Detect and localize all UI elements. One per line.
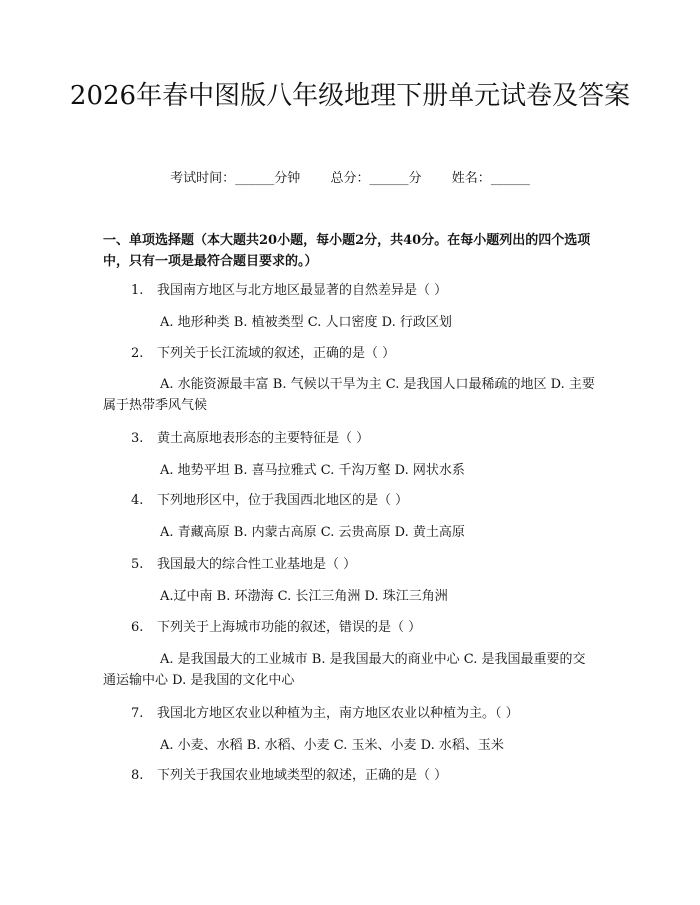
question-number: 5. bbox=[131, 557, 144, 572]
name-blank: ______ bbox=[490, 171, 530, 186]
question-2 bbox=[131, 345, 597, 363]
question-5-options: A.辽中南 B. 环渤海 C. 长江三角洲 D. 珠江三角洲 bbox=[160, 589, 448, 604]
question-number: 4. bbox=[131, 493, 144, 508]
question-3-options: A. 地势平坦 B. 喜马拉雅式 C. 千沟万壑 D. 网状水系 bbox=[160, 463, 465, 478]
time-blank: ______ bbox=[235, 171, 275, 186]
question-text: 下列关于长江流域的叙述，正确的是（ ） bbox=[157, 346, 396, 361]
question-1 bbox=[131, 282, 597, 300]
question-6-options: A. 是我国最大的工业城市 B. 是我国最大的商业中心 C. 是我国最重要的交通运输中心 D. 是我国的文化中心 bbox=[103, 652, 586, 688]
question-5 bbox=[131, 556, 597, 574]
time-label: 考试时间： bbox=[170, 171, 236, 186]
section-heading: 一、单项选择题（本大题共20小题，每小题2分，共40分。在每小题列出的四个选项中，只有一项是最符合题目要求的。） bbox=[103, 233, 591, 269]
question-6 bbox=[131, 619, 597, 637]
question-8 bbox=[131, 767, 597, 785]
question-4 bbox=[131, 492, 597, 510]
question-7 bbox=[131, 705, 597, 723]
question-1-options: A. 地形种类 B. 植被类型 C. 人口密度 D. 行政区划 bbox=[160, 315, 452, 330]
question-text: 我国南方地区与北方地区最显著的自然差异是（ ） bbox=[157, 283, 448, 298]
question-4-options: A. 青藏高原 B. 内蒙古高原 C. 云贵高原 D. 黄土高原 bbox=[160, 525, 465, 540]
question-2-options: A. 水能资源最丰富 B. 气候以干旱为主 C. 是我国人口最稀疏的地区 D. 主要属于热带季风气候 bbox=[103, 377, 595, 413]
question-text: 下列关于上海城市功能的叙述，错误的是（ ） bbox=[157, 620, 422, 635]
time-unit: 分钟 bbox=[274, 171, 301, 186]
score-label: 总分： bbox=[330, 171, 370, 186]
score-blank: ______ bbox=[369, 171, 409, 186]
question-text: 下列地形区中，位于我国西北地区的是（ ） bbox=[157, 493, 409, 508]
question-number: 6. bbox=[131, 620, 144, 635]
question-number: 2. bbox=[131, 346, 144, 361]
score-unit: 分 bbox=[408, 171, 422, 186]
question-number: 3. bbox=[131, 431, 144, 446]
question-text: 我国北方地区农业以种植为主，南方地区农业以种植为主。（ ） bbox=[157, 706, 519, 721]
exam-info-line bbox=[0, 170, 700, 188]
question-number: 1. bbox=[131, 283, 144, 298]
question-text: 黄土高原地表形态的主要特征是（ ） bbox=[157, 431, 370, 446]
question-7-options: A. 小麦、水稻 B. 水稻、小麦 C. 玉米、小麦 D. 水稻、玉米 bbox=[160, 738, 504, 753]
question-text: 我国最大的综合性工业基地是（ ） bbox=[157, 557, 357, 572]
question-3 bbox=[131, 430, 597, 448]
question-number: 8. bbox=[131, 768, 144, 783]
question-text: 下列关于我国农业地域类型的叙述，正确的是（ ） bbox=[157, 768, 448, 783]
question-number: 7. bbox=[131, 706, 144, 721]
name-label: 姓名： bbox=[451, 171, 491, 186]
document-title: 2026年春中图版八年级地理下册单元试卷及答案 bbox=[69, 81, 631, 111]
